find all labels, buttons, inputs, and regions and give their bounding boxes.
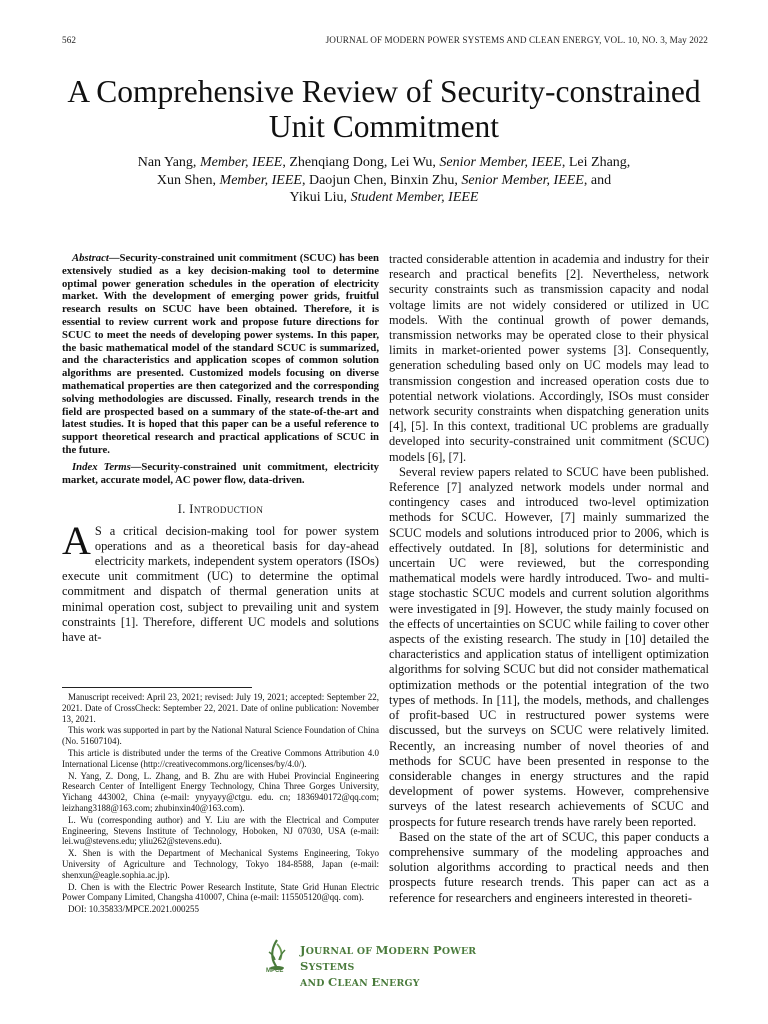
journal-logo: [260, 936, 510, 989]
author-role: Senior Member, IEEE: [439, 155, 562, 170]
footnote: Manuscript received: April 23, 2021; revised: July 19, 2021; accepted: September 22, 2021. Date of CrossCheck: September 22, 2021. Date of online publication: November 13, 2021.: [62, 692, 379, 724]
index-terms-text: —Security-constrained unit commitment, electricity market, accurate model, AC power flow, data-driven.: [62, 460, 379, 486]
doi: DOI: 10.35833/MPCE.2021.000255: [68, 904, 200, 915]
footnotes: [62, 692, 379, 916]
abstract: [62, 252, 379, 457]
footnote: This work was supported in part by the National Natural Science Foundation of China (No. 51607104).: [62, 725, 379, 747]
abstract-label: Abstract: [72, 252, 109, 264]
page-number: 562: [62, 35, 77, 45]
logo-letter: J: [300, 943, 306, 957]
section-title: Introduction: [189, 502, 264, 517]
logo-letter: C: [328, 975, 338, 989]
logo-letters: ODERN: [388, 946, 433, 957]
section-number: I.: [177, 502, 190, 517]
author-role: Member, IEEE: [219, 172, 302, 188]
author-text: , Lei Zhang,: [561, 155, 631, 170]
logo-letters: YSTEMS: [308, 962, 355, 973]
body-paragraph: Based on the state of the art of SCUC, this paper conducts a comprehensive summary of the modeling approaches and solution algorithms according to practical needs and then prospects future research trends. This paper can act as a reference for researchers and engineers interested in theoreti-: [389, 829, 709, 905]
author-text: Xun Shen,: [156, 172, 220, 188]
intro-paragraph: [62, 517, 379, 646]
section-heading: [62, 502, 379, 517]
abstract-text: —Security-constrained unit commitment (SCUC) has been extensively studied as a key decision-making tool to determine optimal power generation schedules in the operation of electricity market. With the development of emerging power grids, fruitful research results on SCUC have been obtained. Therefore, it is essential to review current work and propose future directions for SCUC to meet the needs of developing power systems. In this paper, the basic mathematical model of the standard SCUC is summarized, and the characteristics and application scopes of common solution algorithms are presented. Customized models focusing on diverse mathematical properties are then categorized and the corresponding solving methodologies are discussed. Finally, research trends in the field are prospected based on a summary of the state-of-the-art and latest studies. It is hoped that this paper can be a useful reference to support theoretical research and practical applications of SCUC in the future.: [62, 252, 379, 456]
logo-letter: P: [432, 943, 442, 957]
logo-letters: AND: [300, 978, 329, 989]
index-terms-label: Index Terms: [72, 460, 131, 473]
footnote: L. Wu (corresponding author) and Y. Liu are with the Electrical and Computer Engineering, Stevens Institute of Technology, Hoboken, NJ 07030, USA (e-mail: lei.wu@stevens.edu; yliu262@stevens.edu).: [62, 814, 379, 847]
author-role: Senior Member, IEEE: [461, 172, 584, 188]
body-paragraph: tracted considerable attention in academia and industry for their research and practical benefits [2]. Nevertheless, network security constraints such as transmission capacity and nodal voltage limits are not widely considered or utilized in UC models. With the continual growth of power demands, transmission networks may be operated close to their physical limits in market-oriented power systems [3]. Consequently, generation scheduling based only on UC models may lead to transmission congestion and increased operation costs due to potential network violations. Accordingly, ISOs must consider network security constraints when dispatching generation units [4], [5]. In this context, traditional UC problems are gradually developed into security-constrained unit commitment (SCUC) models [6], [7].: [389, 252, 709, 464]
footnote-divider: [62, 687, 252, 688]
logo-letter: S: [300, 959, 309, 973]
right-column: [389, 252, 709, 906]
drop-cap: A: [62, 517, 91, 563]
footnote: N. Yang, Z. Dong, L. Zhang, and B. Zhu are with Hubei Provincial Engineering Research Center of Intelligent Energy Technology, China Three Gorges University, Yichang 443002, China (e-mail: ynyyayy@ctgu. edu. cn; 1836940172@qq.com; leizhang3188@163.com; zhubinxin40@163.com).: [62, 770, 379, 813]
author-text: , Daojun Chen, Binxin Zhu,: [301, 172, 462, 188]
author-list: [84, 154, 684, 207]
author-text: Nan Yang,: [137, 155, 200, 170]
logo-letters: OURNAL OF: [305, 946, 376, 957]
logo-wordmark: [300, 943, 510, 991]
logo-mark-text: MPCE: [266, 968, 284, 974]
logo-letters: LEAN: [337, 978, 372, 989]
left-column: [62, 252, 379, 645]
footnote: D. Chen is with the Electric Power Research Institute, State Grid Hunan Electric Power Company Limited, Changsha 410007, China (e-mail: 115505120@qq. com).: [62, 881, 379, 903]
title-line-1: A Comprehensive Review of Security-constrained: [67, 74, 701, 109]
index-terms: [62, 461, 379, 487]
title-line-2: Unit Commitment: [268, 109, 500, 144]
body-paragraph: Several review papers related to SCUC have been published. Reference [7] analyzed network models under normal and contingency cases and introduced two-level optimization methods for SCUC. However, [7] mainly summarized the SCUC models and solutions introduced prior to 2006, which is effectively outdated. In [8], solutions for deterministic and uncertain UC were reviewed, but the corresponding mathematical models were hardly introduced. Two- and multi-stage stochastic SCUC models and current solution algorithms were investigated in [9]. However, the study mainly focused on the effects of uncertainties on SCUC while failing to cover other aspects of the existing research. The study in [10] detailed the characteristics and application status of intelligent optimization algorithms for solving SCUC but did not consider mathematical optimization methods or the potential integration of the two types of methods. In [11], the models, methods, and challenges of profit-based UC in restructured power systems were discussed, but the surveys on SCUC were relatively limited. Recently, an increasing number of novel theories of and methods for SCUC have been presented in response to the considerable changes in energy structures and the rapid development of power systems. However, comprehensive surveys of the latest research achievements of SCUC and prospects for future research trends have rarely been reported.: [389, 464, 709, 829]
intro-text: S a critical decision-making tool for power system operations and as a theoretical basis for day-ahead electricity markets, independent system operators (ISOs) execute unit commitment (UC) to determine the optimal commitment and dispatch of thermal generation units at minimal operation cost, subject to prevailing unit and system constraints [1]. Therefore, different UC models and solutions have at-: [62, 523, 379, 644]
journal-running-head: JOURNAL OF MODERN POWER SYSTEMS AND CLEAN ENERGY, VOL. 10, NO. 3, May 2022: [325, 35, 708, 45]
paper-title: [40, 74, 728, 144]
page-header: [62, 35, 708, 49]
logo-letters: OWER: [441, 946, 477, 957]
author-text: Yikui Liu,: [289, 190, 351, 205]
logo-letter: E: [371, 975, 381, 989]
author-role: Member, IEEE: [199, 155, 283, 170]
author-text: , Zhenqiang Dong, Lei Wu,: [282, 155, 440, 170]
footnote: This article is distributed under the terms of the Creative Commons Attribution 4.0 International License (http://creativecommons.org/licenses/by/4.0/).: [62, 747, 379, 769]
logo-letter: M: [375, 943, 389, 957]
logo-letters: NERGY: [380, 978, 420, 989]
author-text: , and: [583, 172, 612, 188]
footnote: X. Shen is with the Department of Mechanical Systems Engineering, Tokyo University of Agriculture and Technology, Tokyo 184-8588, Japan (e-mail: shenxun@eagle.sophia.ac.jp).: [62, 848, 379, 880]
author-role: Student Member, IEEE: [350, 190, 479, 205]
